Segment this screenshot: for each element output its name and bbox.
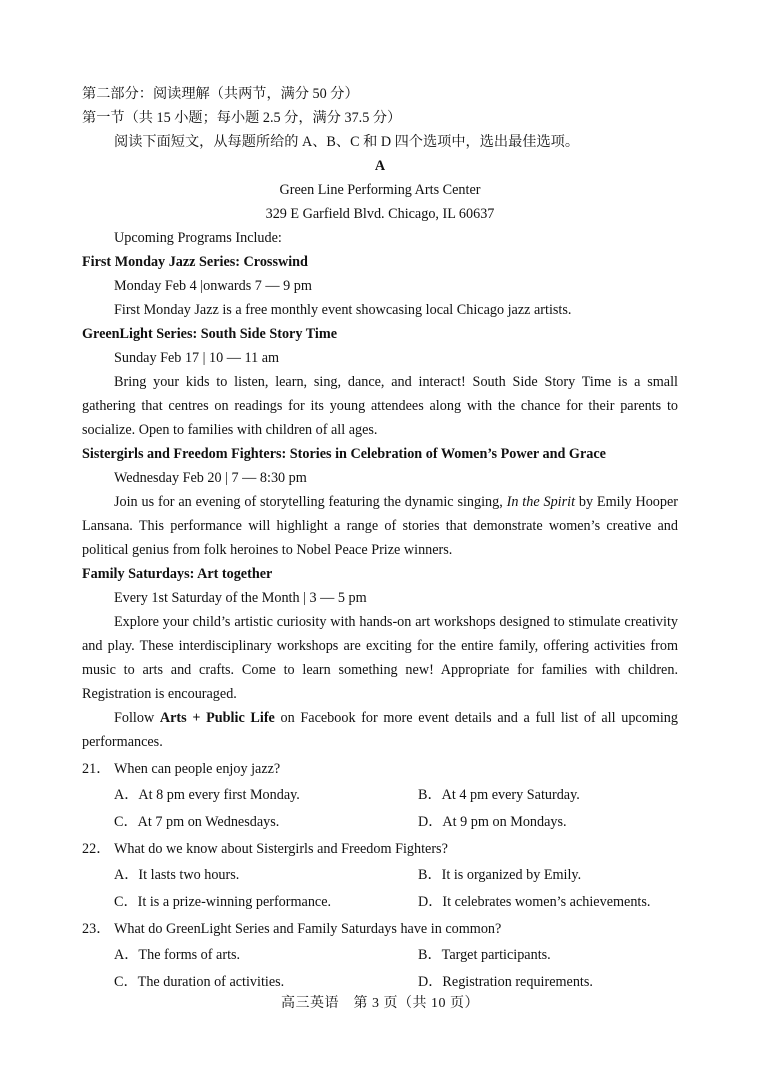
question-stem xyxy=(82,757,678,783)
event-description xyxy=(82,490,678,562)
event-time: Monday Feb 4 |onwards 7 — 9 pm xyxy=(114,278,312,294)
question-number: 21． xyxy=(82,761,111,777)
question-number: 22． xyxy=(82,841,111,857)
option-row xyxy=(82,863,678,890)
option-c: C．The duration of activities. xyxy=(114,974,285,990)
event-description-text: by Emily Hooper Lansana. This performance will highlight a range of stories that demonstrate women’s creative and political genius from folk heroines to Nobel Peace Prize winners. xyxy=(82,494,678,558)
question-text: What do GreenLight Series and Family Saturdays have in common? xyxy=(114,921,502,937)
option-row xyxy=(82,810,678,837)
follow-text: Follow xyxy=(114,710,160,726)
event-description-text: Join us for an evening of storytelling featuring the dynamic singing, xyxy=(114,494,507,510)
event-title: Sistergirls and Freedom Fighters: Stories in Celebration of Women’s Power and Grace xyxy=(82,446,606,462)
question-stem xyxy=(82,837,678,863)
option-a: A．The forms of arts. xyxy=(114,947,241,963)
song-title: In the Spirit xyxy=(506,494,576,510)
option-row xyxy=(82,783,678,810)
option-row xyxy=(82,890,678,917)
option-b: B．At 4 pm every Saturday. xyxy=(418,787,580,803)
option-c: C．At 7 pm on Wednesdays. xyxy=(114,814,280,830)
event-time: Sunday Feb 17 | 10 — 11 am xyxy=(114,350,280,366)
passage-letter: A xyxy=(374,158,386,174)
question-text: What do we know about Sistergirls and Freedom Fighters? xyxy=(114,841,448,857)
event-title: GreenLight Series: South Side Story Time xyxy=(82,326,337,342)
page-footer xyxy=(0,992,760,1012)
option-b: B．It is organized by Emily. xyxy=(418,867,582,883)
venue-address: 329 E Garfield Blvd. Chicago, IL 60637 xyxy=(265,206,495,222)
option-b: B．Target participants. xyxy=(418,947,551,963)
follow-text: on Facebook for more event details and a full list of all upcoming performances. xyxy=(82,710,678,750)
programs-intro: Upcoming Programs Include: xyxy=(114,230,282,246)
event-time: Every 1st Saturday of the Month | 3 — 5 pm xyxy=(114,590,367,606)
exam-page xyxy=(82,82,678,997)
event-description: First Monday Jazz is a free monthly event showcasing local Chicago jazz artists. xyxy=(114,302,572,318)
event-description: Explore your child’s artistic curiosity with hands-on art workshops designed to stimulate creativity and play. These interdisciplinary workshops are exciting for the entire family, offering activities from music to arts and crafts. Come to learn something new! Appropriate for families with children. Registration is encouraged. xyxy=(82,614,678,702)
instruction-text: 阅读下面短文，从每题所给的 A、B、C 和 D 四个选项中，选出最佳选项。 xyxy=(114,134,580,150)
question-stem xyxy=(82,917,678,943)
event-time: Wednesday Feb 20 | 7 — 8:30 pm xyxy=(114,470,307,486)
section-heading: 第一节（共 15 小题；每小题 2.5 分，满分 37.5 分） xyxy=(82,110,402,126)
venue-name: Green Line Performing Arts Center xyxy=(279,182,481,198)
option-c: C．It is a prize-winning performance. xyxy=(114,894,332,910)
option-a: A．At 8 pm every first Monday. xyxy=(114,787,300,803)
event-title: Family Saturdays: Art together xyxy=(82,566,273,582)
page-number: 高三英语 第 3 页（共 10 页） xyxy=(281,996,479,1011)
part-heading: 第二部分：阅读理解（共两节，满分 50 分） xyxy=(82,86,359,102)
option-a: A．It lasts two hours. xyxy=(114,867,240,883)
follow-note xyxy=(82,706,678,754)
question-text: When can people enjoy jazz? xyxy=(114,761,281,777)
follow-brand: Arts + Public Life xyxy=(159,710,275,726)
option-d: D．At 9 pm on Mondays. xyxy=(418,814,567,830)
option-d: D．It celebrates women’s achievements. xyxy=(418,894,651,910)
option-d: D．Registration requirements. xyxy=(418,974,593,990)
event-title: First Monday Jazz Series: Crosswind xyxy=(82,254,308,270)
event-description: Bring your kids to listen, learn, sing, dance, and interact! South Side Story Time is a small gathering that centres on readings for its young attendees along with the chance for their parents to socialize. Open to families with children of all ages. xyxy=(82,374,678,438)
option-row xyxy=(82,943,678,970)
question-number: 23． xyxy=(82,921,111,937)
